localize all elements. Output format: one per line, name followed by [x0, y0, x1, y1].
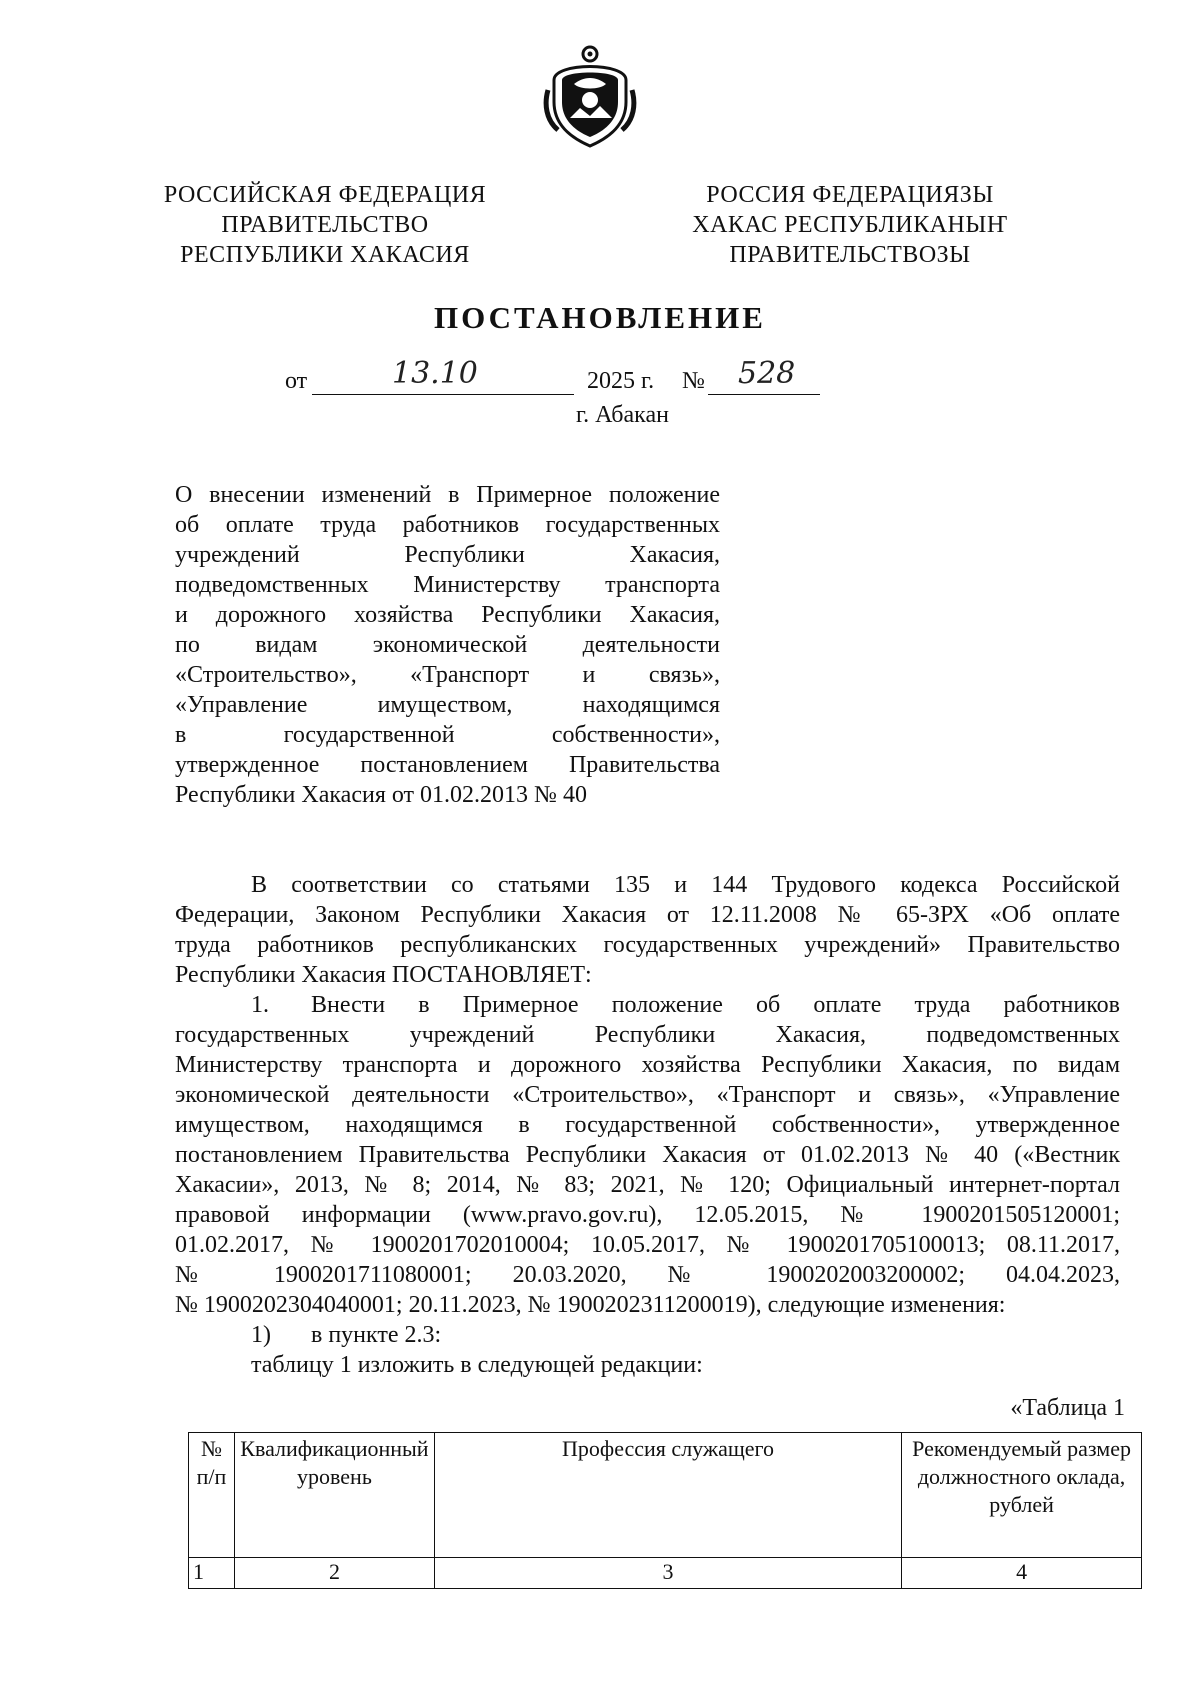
body-line: № 1900201711080001; 20.03.2020, № 1900202003200002; 04.04.2023,: [175, 1262, 1120, 1288]
table-cell: 3: [434, 1558, 901, 1589]
subject-line: по видам экономической деятельности: [175, 632, 720, 658]
subject-block: [175, 480, 720, 810]
subitem-number: 1): [251, 1322, 271, 1348]
number-handwritten: 528: [738, 356, 796, 391]
header-khakas: [660, 180, 1040, 270]
number-label: №: [682, 368, 705, 394]
coat-of-arms-icon: [540, 40, 640, 150]
salary-table: [188, 1432, 1142, 1589]
subject-line: утвержденное постановлением Правительства: [175, 752, 720, 778]
body-line: В соответствии со статьями 135 и 144 Трудового кодекса Российской: [251, 872, 1120, 898]
body-line: 01.02.2017, № 1900201702010004; 10.05.2017, № 1900201705100013; 08.11.2017,: [175, 1232, 1120, 1258]
table-row: [189, 1558, 1142, 1589]
table-cell: 1: [189, 1558, 235, 1589]
body-line: Министерству транспорта и дорожного хозяйства Республики Хакасия, по видам: [175, 1052, 1120, 1078]
subject-line: Республики Хакасия от 01.02.2013 № 40: [175, 782, 587, 808]
body-line: таблицу 1 изложить в следующей редакции:: [251, 1352, 703, 1378]
table-cell: 4: [902, 1558, 1142, 1589]
date-number-line: [285, 356, 900, 400]
table-header-cell: Квалификационный уровень: [234, 1433, 434, 1558]
table-header-cell: № п/п: [189, 1433, 235, 1558]
header-right-line: ПРАВИТЕЛЬСТВОЗЫ: [729, 242, 971, 268]
body-line: труда работников республиканских государственных учреждений» Правительство: [175, 932, 1120, 958]
table-header-cell: Профессия служащего: [434, 1433, 901, 1558]
body-line: Республики Хакасия ПОСТАНОВЛЯЕТ:: [175, 962, 592, 988]
body-line: постановлением Правительства Республики Хакасия от 01.02.2013 № 40 («Вестник: [175, 1142, 1120, 1168]
body-line: имуществом, находящимся в государственной собственности», утвержденное: [175, 1112, 1120, 1138]
table-cell: 2: [234, 1558, 434, 1589]
document-title: ПОСТАНОВЛЕНИЕ: [434, 300, 766, 335]
body-line: Федерации, Законом Республики Хакасия от 12.11.2008 № 65-ЗРХ «Об оплате: [175, 902, 1120, 928]
header-russian: [150, 180, 500, 270]
subject-line: подведомственных Министерству транспорта: [175, 572, 720, 598]
body-line-subitem-1: [175, 1320, 1120, 1350]
subject-line: учреждений Республики Хакасия,: [175, 542, 720, 568]
header-left-line: РЕСПУБЛИКИ ХАКАСИЯ: [180, 242, 470, 268]
header-left-line: РОССИЙСКАЯ ФЕДЕРАЦИЯ: [163, 182, 487, 208]
subject-line: О внесении изменений в Примерное положение: [175, 482, 720, 508]
body-line: № 1900202304040001; 20.11.2023, № 1900202311200019), следующие изменения:: [175, 1292, 1006, 1318]
city: г. Абакан: [576, 402, 669, 428]
body-line: Хакасии», 2013, № 8; 2014, № 83; 2021, № 120; Официальный интернет-портал: [175, 1172, 1120, 1198]
header-right-line: ХАКАС РЕСПУБЛИКАНЫҤ: [692, 212, 1008, 238]
body-line-text: в пункте 2.3:: [311, 1322, 442, 1348]
subject-line: «Строительство», «Транспорт и связь»,: [175, 662, 720, 688]
date-handwritten: 13.10: [392, 356, 478, 391]
table-header-row: [189, 1433, 1142, 1558]
item-number: 1.: [251, 992, 269, 1018]
body-line-item-1: [175, 990, 1120, 1020]
year-label: 2025 г.: [587, 368, 655, 394]
body-line: государственных учреждений Республики Хакасия, подведомственных: [175, 1022, 1120, 1048]
table-header-cell: Рекомендуемый размер должностного оклада, рублей: [902, 1433, 1142, 1558]
date-from-label: от: [285, 368, 308, 394]
body-line-text: Внести в Примерное положение об оплате труда работников: [311, 992, 1120, 1018]
subject-line: об оплате труда работников государственных: [175, 512, 720, 538]
body-text: [175, 870, 1120, 1380]
body-line: экономической деятельности «Строительство», «Транспорт и связь», «Управление: [175, 1082, 1120, 1108]
body-line: правовой информации (www.pravo.gov.ru), 12.05.2015, № 1900201505120001;: [175, 1202, 1120, 1228]
header-left-line: ПРАВИТЕЛЬСТВО: [221, 212, 429, 238]
subject-line: «Управление имуществом, находящимся: [175, 692, 720, 718]
table-caption: «Таблица 1: [1010, 1395, 1125, 1421]
subject-line: в государственной собственности»,: [175, 722, 720, 748]
subject-line: и дорожного хозяйства Республики Хакасия,: [175, 602, 720, 628]
header-right-line: РОССИЯ ФЕДЕРАЦИЯЗЫ: [706, 182, 994, 208]
